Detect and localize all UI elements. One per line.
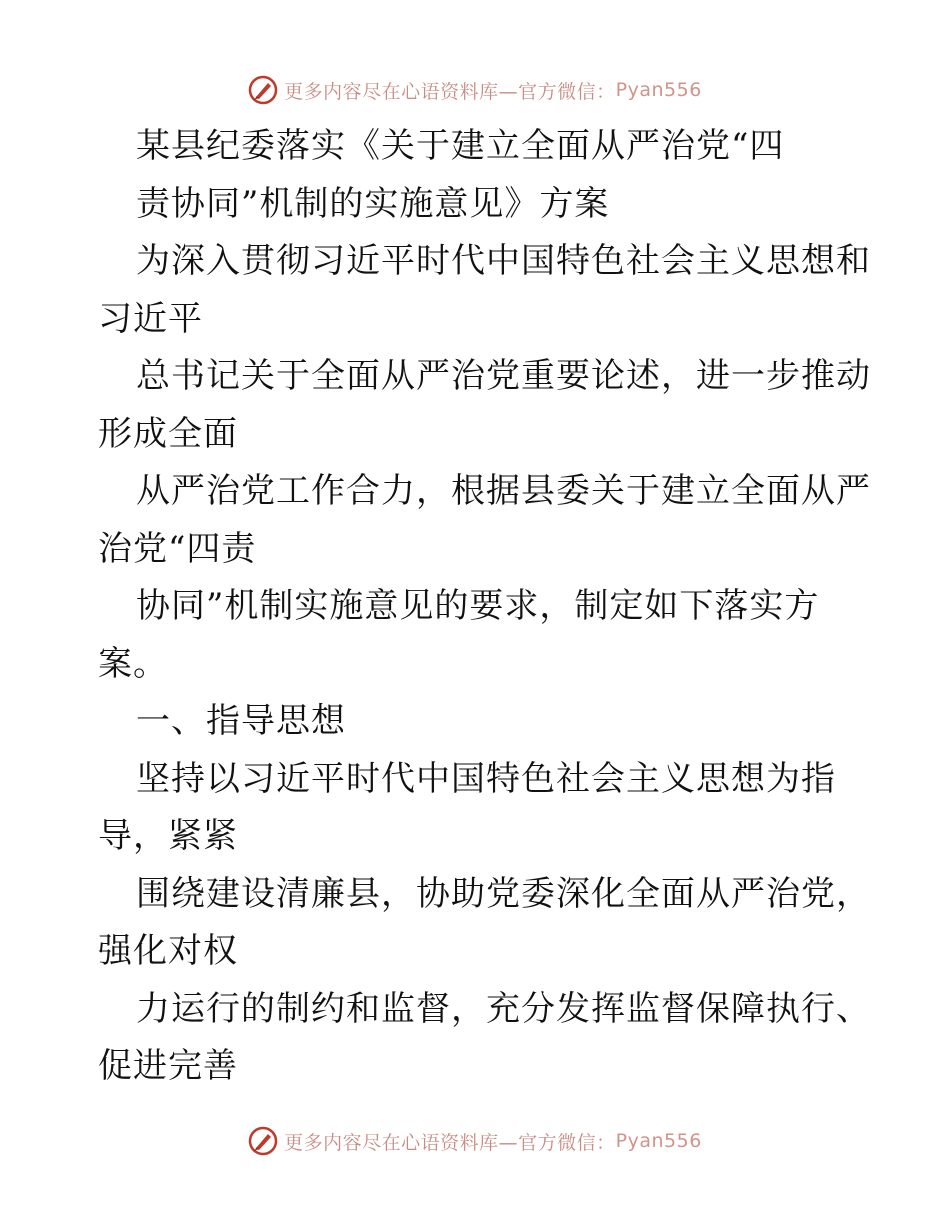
- text-line: 围绕建设清廉县，协助党委深化全面从严治党，: [136, 873, 871, 914]
- text-line: 一、指导思想: [136, 701, 346, 741]
- text-line: 案。: [98, 643, 168, 684]
- text-line: 力运行的制约和监督，充分发挥监督保障执行、: [136, 988, 871, 1029]
- text-line: 为深入贯彻习近平时代中国特色社会主义思想和: [136, 241, 871, 281]
- document-body: [98, 118, 871, 1096]
- pen-logo-icon: [248, 1126, 278, 1156]
- text-line: 强化对权: [98, 931, 238, 971]
- text-line: 形成全面: [98, 413, 238, 454]
- header-watermark: [0, 70, 950, 110]
- text-line: 坚持以习近平时代中国特色社会主义思想为指: [136, 758, 836, 799]
- text-line: 促进完善: [98, 1046, 238, 1086]
- watermark-text: 更多内容尽在心语资料库—官方微信：: [284, 80, 616, 103]
- watermark-code: Pyan556: [615, 79, 702, 101]
- pen-logo-icon: [248, 75, 278, 105]
- text-line: 治党“四责: [98, 528, 257, 569]
- text-line: 某县纪委落实《关于建立全面从严治党“四: [136, 126, 785, 166]
- watermark-code: Pyan556: [615, 1130, 702, 1152]
- text-line: 习近平: [98, 298, 203, 339]
- watermark-text: 更多内容尽在心语资料库—官方微信：: [284, 1131, 616, 1154]
- text-line: 责协同”机制的实施意见》方案: [136, 183, 610, 224]
- text-line: 协同”机制实施意见的要求，制定如下落实方: [136, 586, 820, 626]
- text-line: 从严治党工作合力，根据县委关于建立全面从严: [136, 471, 871, 511]
- text-line: 导，紧紧: [98, 816, 238, 856]
- text-line: 总书记关于全面从严治党重要论述，进一步推动: [136, 356, 871, 396]
- footer-watermark: [0, 1121, 950, 1161]
